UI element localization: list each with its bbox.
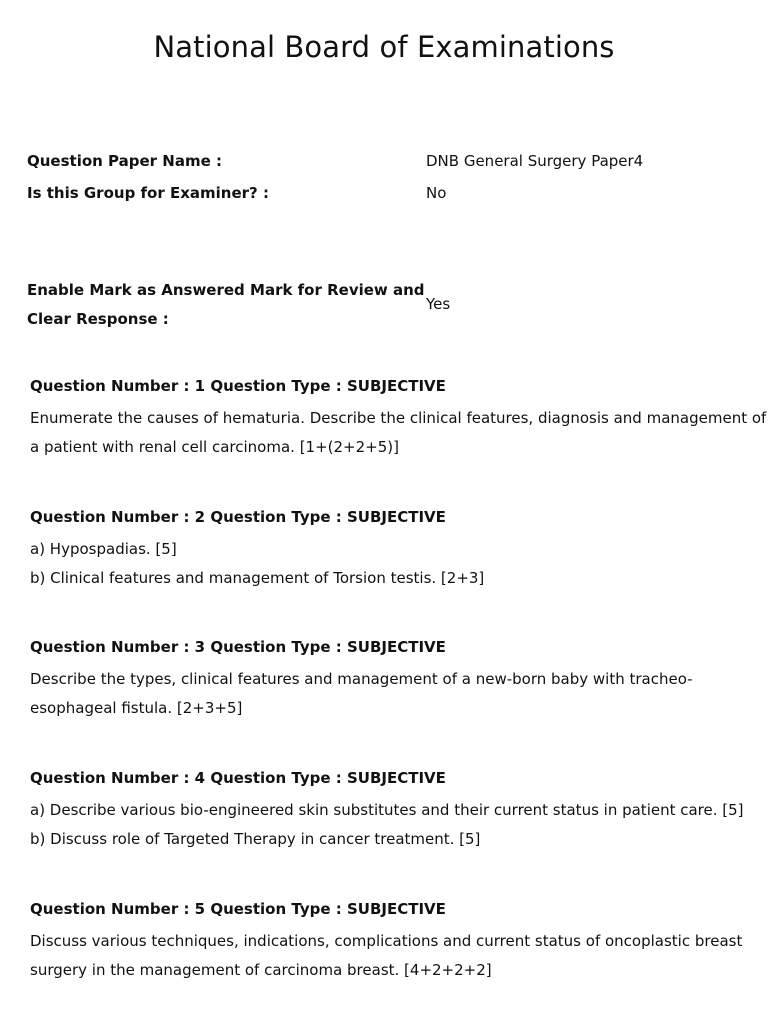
question-4-line-1: a) Describe various bio-engineered skin substitutes and their current status in patient care. [5] bbox=[30, 801, 744, 819]
question-1-body bbox=[30, 404, 767, 462]
enable-mark-label-line2: Clear Response : bbox=[27, 310, 169, 328]
enable-mark-value: Yes bbox=[426, 295, 451, 313]
question-5-line-1: Discuss various techniques, indications, complications and current status of oncoplastic breast bbox=[30, 932, 743, 950]
question-3-line-1: Describe the types, clinical features and management of a new-born baby with tracheo- bbox=[30, 670, 693, 688]
question-2-line-2: b) Clinical features and management of Torsion testis. [2+3] bbox=[30, 569, 485, 587]
question-5-line-2: surgery in the management of carcinoma breast. [4+2+2+2] bbox=[30, 961, 492, 979]
page-title: National Board of Examinations bbox=[153, 30, 615, 64]
question-1-line-1: Enumerate the causes of hematuria. Describe the clinical features, diagnosis and management of bbox=[30, 409, 767, 427]
question-4-line-2: b) Discuss role of Targeted Therapy in cancer treatment. [5] bbox=[30, 830, 481, 848]
question-4-header: Question Number : 4 Question Type : SUBJECTIVE bbox=[30, 769, 446, 787]
meta-examiner-group-row bbox=[27, 179, 747, 208]
examiner-group-label: Is this Group for Examiner? : bbox=[27, 184, 269, 202]
question-1-header: Question Number : 1 Question Type : SUBJECTIVE bbox=[30, 377, 446, 395]
meta-enable-mark-row bbox=[27, 276, 747, 334]
question-2-body bbox=[30, 535, 745, 593]
question-3-body bbox=[30, 665, 745, 723]
question-2-header: Question Number : 2 Question Type : SUBJECTIVE bbox=[30, 508, 446, 526]
question-2-line-1: a) Hypospadias. [5] bbox=[30, 540, 177, 558]
question-3-header: Question Number : 3 Question Type : SUBJECTIVE bbox=[30, 638, 446, 656]
question-5-body bbox=[30, 927, 745, 985]
question-3-line-2: esophageal fistula. [2+3+5] bbox=[30, 699, 243, 717]
examiner-group-value: No bbox=[426, 184, 447, 202]
enable-mark-label-line1: Enable Mark as Answered Mark for Review and bbox=[27, 281, 425, 299]
meta-paper-name-row bbox=[27, 147, 747, 176]
paper-name-label: Question Paper Name : bbox=[27, 152, 222, 170]
question-4-body bbox=[30, 796, 745, 854]
question-1-line-2: a patient with renal cell carcinoma. [1+(2+2+5)] bbox=[30, 438, 399, 456]
question-5-header: Question Number : 5 Question Type : SUBJECTIVE bbox=[30, 900, 446, 918]
paper-name-value: DNB General Surgery Paper4 bbox=[426, 152, 644, 170]
enable-mark-label bbox=[27, 276, 425, 334]
